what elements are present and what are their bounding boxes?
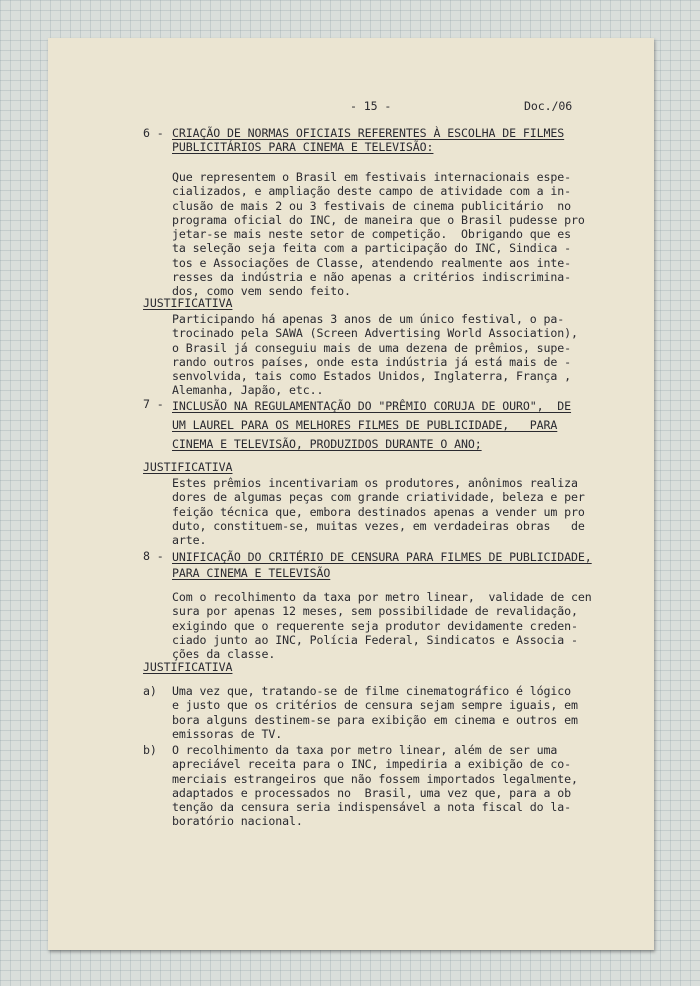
item-7-title-line: UM LAUREL PARA OS MELHORES FILMES DE PUBLICIDADE, PARA [172, 418, 558, 432]
item-8-body [172, 590, 592, 661]
point-a-line: emissoras de TV. [172, 726, 283, 741]
item-6-justification-line: senvolvida, tais como Estados Unidos, Inglaterra, França , [172, 369, 572, 384]
item-7-justification-line: dores de algumas peças com grande criatividade, beleza e per [172, 490, 585, 505]
point-b-line: merciais estrangeiros que não fossem importados legalmente, [172, 771, 578, 786]
item-8-body-line: ções da classe. [172, 647, 276, 662]
point-a-line: e justo que os critérios de censura sejam sempre iguais, em [172, 698, 578, 713]
item-8-body-line: sura por apenas 12 meses, sem possibilidade de revalidação, [172, 604, 578, 619]
item-7-justification-heading: JUSTIFICATIVA [143, 460, 233, 474]
item-6-title-line: PUBLICITÁRIOS PARA CINEMA E TELEVISÃO: [172, 140, 434, 155]
item-6-title [172, 126, 564, 155]
item-6-justification-line: rando outros países, onde esta indústria já está mais de - [172, 354, 572, 369]
item-6-body-line: cializados, e ampliação deste campo de atividade com a in- [172, 184, 572, 199]
point-b-line: tenção da censura seria indispensável a nota fiscal do la- [172, 800, 572, 815]
item-8-title-line: UNIFICAÇÃO DO CRITÉRIO DE CENSURA PARA FILMES DE PUBLICIDADE, [172, 550, 592, 564]
item-6-justification-heading: JUSTIFICATIVA [143, 296, 233, 310]
item-6-body-line: clusão de mais 2 ou 3 festivais de cinema publicitário no [172, 198, 572, 213]
item-8-title [172, 549, 592, 581]
point-b-line: boratório nacional. [172, 814, 303, 829]
item-8-body-line: exigindo que o requerente seja produtor devidamente creden- [172, 618, 578, 633]
item-6-body-line: dos, como vem sendo feito. [172, 284, 351, 299]
item-7-justification [172, 476, 585, 547]
item-6-body [172, 170, 585, 299]
item-6-body-line: jetar-se mais neste setor de competição. Obrigando que es [172, 227, 572, 242]
point-b-marker: b) [143, 743, 157, 757]
item-7-justification-line: feição técnica que, embora destinados apenas a vender um pro [172, 504, 585, 519]
item-7-number: 7 - [143, 397, 164, 411]
item-6-justification [172, 312, 578, 398]
item-6-justification-line: Alemanha, Japão, etc.. [172, 383, 324, 398]
page-number: - 15 - [350, 99, 392, 113]
point-b-line: adaptados e processados no Brasil, uma vez que, para a ob [172, 785, 572, 800]
item-6-justification-line: o Brasil já conseguiu mais de uma dezena de prêmios, supe- [172, 340, 572, 355]
item-6-justification-line: trocinado pela SAWA (Screen Advertising World Association), [172, 326, 578, 341]
point-a-text [172, 684, 578, 741]
item-8-body-line: ciado junto ao INC, Polícia Federal, Sindicatos e Associa - [172, 632, 578, 647]
point-a-marker: a) [143, 684, 157, 698]
item-6-body-line: programa oficial do INC, de maneira que o Brasil pudesse pro [172, 212, 585, 227]
point-a-line: bora alguns destinem-se para exibição em cinema e outros em [172, 712, 578, 727]
point-b-text [172, 743, 578, 829]
item-6-body-line: ta seleção seja feita com a participação do INC, Sindica - [172, 241, 572, 256]
item-7-title-line: INCLUSÃO NA REGULAMENTAÇÃO DO "PRÊMIO CORUJA DE OURO", DE [172, 399, 572, 413]
item-7-justification-line: duto, constituem-se, muitas vezes, em verdadeiras obras de [172, 518, 585, 533]
point-a-line: Uma vez que, tratando-se de filme cinematográfico é lógico [172, 684, 572, 698]
item-6-justification-line: Participando há apenas 3 anos de um único festival, o pa- [172, 312, 565, 326]
point-b-line: O recolhimento da taxa por metro linear, além de ser uma [172, 743, 558, 757]
item-8-justification-heading: JUSTIFICATIVA [143, 660, 233, 674]
item-6-body-line: Que representem o Brasil em festivais internacionais espe- [172, 170, 572, 184]
item-7-justification-line: Estes prêmios incentivariam os produtores, anônimos realiza [172, 476, 578, 490]
item-6-title-line: CRIAÇÃO DE NORMAS OFICIAIS REFERENTES À ESCOLHA DE FILMES [172, 126, 565, 140]
item-6-body-line: resses da indústria e não apenas a critérios indiscrimina- [172, 270, 572, 285]
document-reference: Doc./06 [524, 99, 573, 113]
item-6-body-line: tos e Associações de Classe, atendendo realmente aos inte- [172, 255, 572, 270]
item-6-number: 6 - [143, 126, 164, 140]
item-7-title [172, 397, 571, 454]
item-8-number: 8 - [143, 549, 164, 563]
item-8-body-line: Com o recolhimento da taxa por metro linear, validade de cen [172, 590, 592, 604]
item-7-justification-line: arte. [172, 533, 207, 548]
item-8-title-line: PARA CINEMA E TELEVISÃO [172, 566, 331, 580]
item-7-title-line: CINEMA E TELEVISÃO, PRODUZIDOS DURANTE O ANO; [172, 437, 482, 451]
point-b-line: apreciável receita para o INC, impediria a exibição de co- [172, 757, 572, 772]
